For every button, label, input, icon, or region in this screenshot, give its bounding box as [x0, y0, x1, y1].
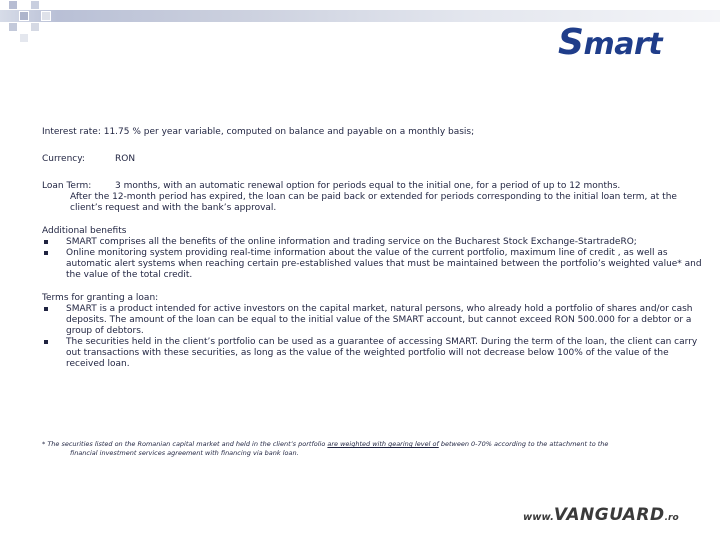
vanguard-logo	[523, 505, 679, 525]
currency-label: Currency:	[42, 154, 85, 164]
list-item	[42, 337, 710, 370]
currency-value: RON	[115, 154, 136, 164]
square-bullet-icon	[44, 251, 48, 255]
square-bullet-icon	[44, 340, 48, 344]
currency-row	[42, 154, 710, 165]
list-item	[42, 237, 710, 248]
granting-term-text: SMART is a product intended for active investors on the capital market, natural persons, who already hold a portfolio of shares and/or cash deposits. The amount of the loan can be equal to the initial value of the SMART account, but cannot exceed RON 500.000 for a debtor or a group of debtors.	[66, 304, 693, 336]
vanguard-logo-www: www.	[523, 512, 554, 523]
loan-terms-content	[42, 127, 710, 370]
footnote-line2: financial investment services agreement with financing via bank loan.	[70, 449, 299, 457]
granting-term-text: The securities held in the client’s portfolio can be used as a guarantee of accessing SMART. During the term of the loan, the client can carry out transactions with these securities, as long as the value of the weighted portfolio will not decrease below 100% of the value of the received loan.	[66, 337, 698, 369]
interest-rate-label: Interest rate:	[42, 127, 101, 137]
corner-squares-decoration	[0, 0, 60, 50]
smart-logo	[558, 22, 663, 63]
vanguard-logo-tld: .ro	[664, 513, 679, 523]
footnote-underlined-text: are weighted with gearing level of	[327, 440, 439, 448]
granting-terms-section	[42, 293, 710, 370]
footnote-text: * The securities listed on the Romanian capital market and held in the client’s portfolio	[42, 440, 328, 448]
footnote-text-end: between 0-70% according to the attachment to the	[438, 440, 609, 448]
benefit-text: SMART comprises all the benefits of the online information and trading service on the Bucharest Stock Exchange-StartradeRO;	[66, 237, 637, 247]
interest-rate-value: 11.75 % per year variable, computed on balance and payable on a monthly basis;	[103, 127, 475, 137]
additional-benefits-section	[42, 226, 710, 281]
list-item	[42, 248, 710, 281]
interest-rate-row	[42, 127, 710, 138]
header-gradient-bar	[0, 10, 720, 22]
benefit-text: Online monitoring system providing real-time information about the value of the current portfolio, maximum line of credit , as well as automatic alert systems when reaching certain pre-established values that must be maintained between the portfolio’s weighted value* and the value of the total credit.	[66, 248, 702, 280]
square-bullet-icon	[44, 307, 48, 311]
loan-term-value-rest: After the 12-month period has expired, the loan can be paid back or extended for periods corresponding to the initial loan term, at the client’s request and with the bank’s approval.	[70, 192, 677, 213]
loan-term-label: Loan Term:	[42, 181, 92, 191]
loan-term-value-line1: 3 months, with an automatic renewal option for periods equal to the initial one, for a period of up to 12 months.	[115, 181, 621, 191]
footnote	[42, 440, 682, 458]
square-bullet-icon	[44, 240, 48, 244]
vanguard-logo-name: VANGUARD	[553, 505, 665, 525]
loan-term-block	[42, 181, 710, 214]
granting-terms-title: Terms for granting a loan:	[42, 293, 159, 303]
smart-logo-initial: S	[558, 22, 584, 63]
list-item	[42, 304, 710, 337]
additional-benefits-title: Additional benefits	[42, 226, 127, 236]
smart-logo-rest: mart	[583, 27, 663, 62]
